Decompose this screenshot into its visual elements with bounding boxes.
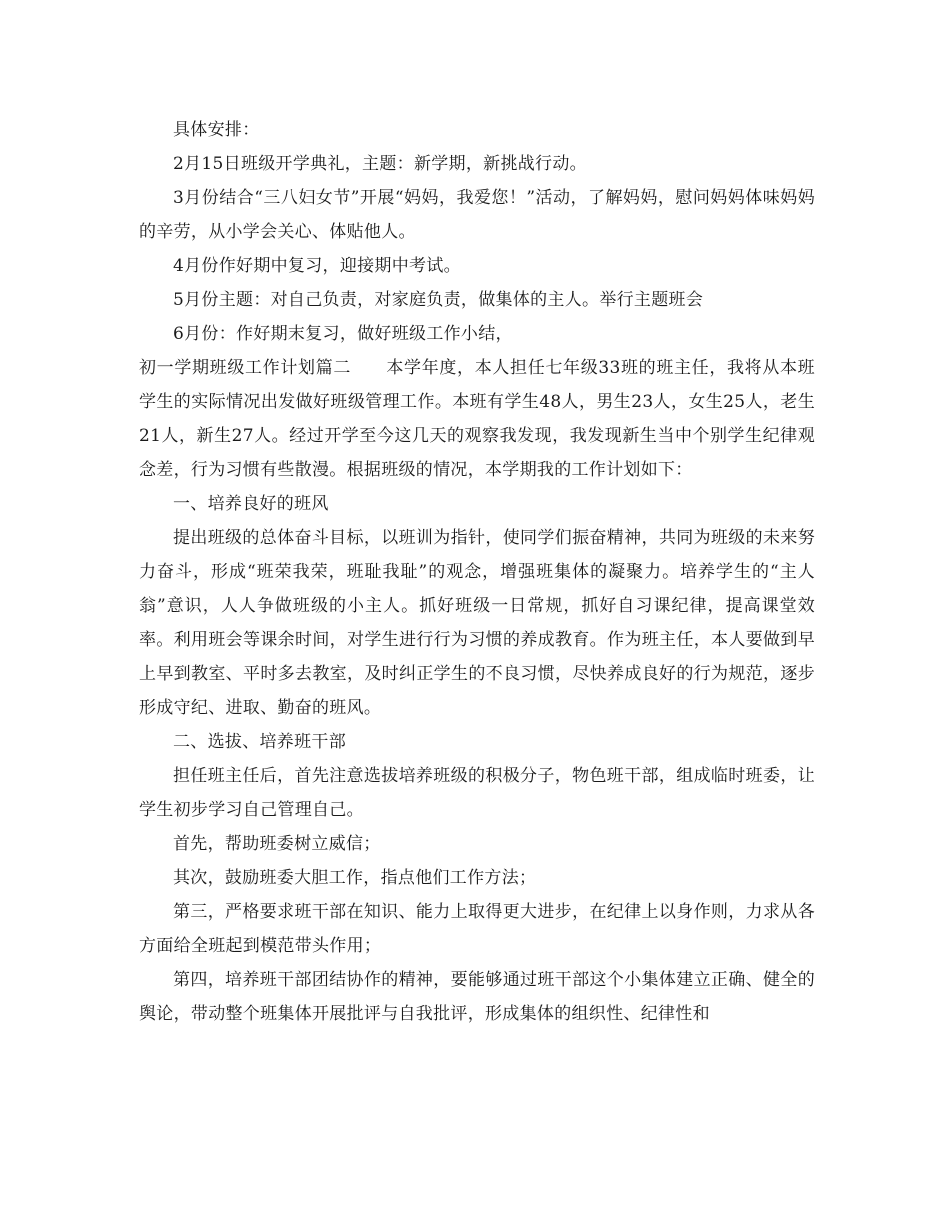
paragraph-march: 3月份结合“三八妇女节”开展“妈妈，我爱您！”活动，了解妈妈，慰问妈妈体味妈妈的辛劳，从小学会关心、体贴他人。 bbox=[139, 188, 815, 242]
paragraph-cadre-selection: 担任班主任后，首先注意选拔培养班级的积极分子，物色班干部，组成临时班委，让学生初步学习自己管理自己。 bbox=[139, 766, 815, 820]
section-heading-class-cadres: 二、选拔、培养班干部 bbox=[173, 732, 346, 752]
document-body bbox=[139, 113, 815, 1031]
paragraph-first: 首先，帮助班委树立威信； bbox=[173, 834, 381, 854]
paragraph-schedule-heading: 具体安排： bbox=[173, 120, 260, 140]
paragraph-fourth: 第四，培养班干部团结协作的精神，要能够通过班干部这个小集体建立正确、健全的舆论，带动整个班集体开展批评与自我批评，形成集体的组织性、纪律性和 bbox=[139, 970, 815, 1024]
paragraph-june: 6月份：作好期末复习，做好班级工作小结， bbox=[173, 324, 513, 344]
paragraph-third: 第三，严格要求班干部在知识、能力上取得更大进步，在纪律上以身作则，力求从各方面给全班起到模范带头作用； bbox=[139, 902, 815, 956]
paragraph-may: 5月份主题：对自己负责，对家庭负责，做集体的主人。举行主题班会 bbox=[173, 290, 704, 310]
paragraph-class-spirit: 提出班级的总体奋斗目标，以班训为指针，使同学们振奋精神，共同为班级的未来努力奋斗，形成“班荣我荣，班耻我耻”的观念，增强班集体的凝聚力。培养学生的“主人翁”意识，人人争做班级的小主人。抓好班级一日常规，抓好自习课纪律，提高课堂效率。利用班会等课余时间，对学生进行行为习惯的养成教育。作为班主任，本人要做到早上早到教室、平时多去教室，及时纠正学生的不良习惯，尽快养成良好的行为规范，逐步形成守纪、进取、勤奋的班风。 bbox=[139, 528, 815, 718]
paragraph-april: 4月份作好期中复习，迎接期中考试。 bbox=[173, 256, 461, 276]
paragraph-february: 2月15日班级开学典礼，主题：新学期，新挑战行动。 bbox=[173, 154, 587, 174]
paragraph-plan-two-intro: 初一学期班级工作计划篇二 本学年度，本人担任七年级33班的班主任，我将从本班学生的实际情况出发做好班级管理工作。本班有学生48人，男生23人，女生25人，老生21人，新生27人。经过开学至今这几天的观察我发现，我发现新生当中个别学生纪律观念差，行为习惯有些散漫。根据班级的情况，本学期我的工作计划如下： bbox=[139, 358, 815, 480]
paragraph-second: 其次，鼓励班委大胆工作，指点他们工作方法； bbox=[173, 868, 537, 888]
section-heading-class-spirit: 一、培养良好的班风 bbox=[173, 494, 329, 514]
